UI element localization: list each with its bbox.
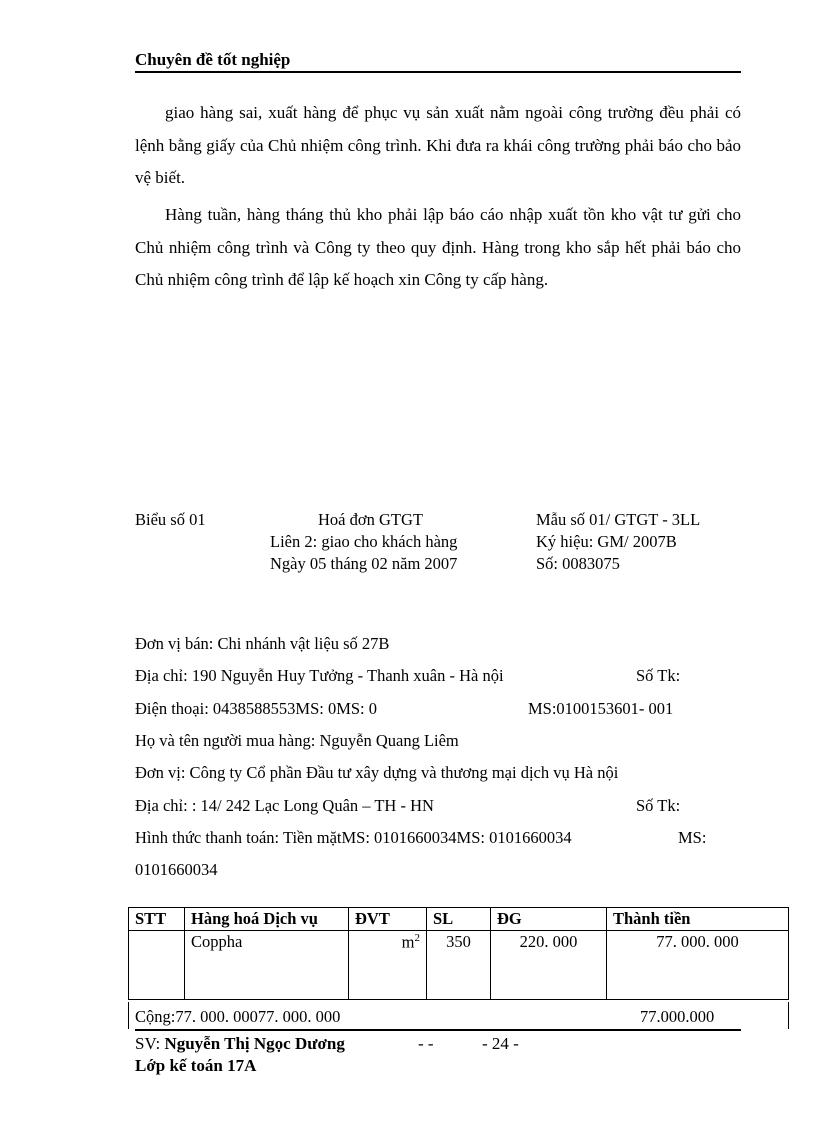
student-name: Nguyễn Thị Ngọc Dương	[164, 1034, 345, 1053]
buyer-unit: Đơn vị: Công ty Cổ phần Đầu tư xây dựng và thương mại dịch vụ Hà nội	[135, 763, 619, 782]
cell-item: Coppha	[185, 931, 349, 1000]
col-header-price: ĐG	[491, 908, 607, 931]
invoice-number: Số: 0083075	[536, 554, 620, 573]
total-label: Cộng:77. 000. 00077. 000. 000	[135, 1007, 341, 1026]
col-header-unit: ĐVT	[349, 908, 427, 931]
class-name: Lớp kế toán 17A	[135, 1056, 257, 1075]
buyer-tax-code: 0101660034	[135, 860, 218, 879]
cell-stt	[129, 931, 185, 1000]
seller-tax-code: MS:0100153601- 001	[528, 699, 674, 718]
invoice-title: Hoá đơn GTGT	[318, 510, 423, 529]
header-divider	[135, 71, 741, 73]
cell-price: 220. 000	[491, 931, 607, 1000]
page-number: - 24 -	[482, 1034, 519, 1053]
unit-superscript: 2	[414, 932, 420, 944]
unit-text: m	[401, 932, 415, 952]
footer-dashes: - -	[418, 1034, 434, 1053]
col-header-item: Hàng hoá Dịch vụ	[185, 908, 349, 931]
cell-amount: 77. 000. 000	[607, 931, 789, 1000]
buyer-name: Họ và tên người mua hàng: Nguyễn Quang Liêm	[135, 731, 459, 750]
page-header-title: Chuyên đề tốt nghiệp	[135, 50, 291, 69]
body-paragraph-2: Hàng tuần, hàng tháng thủ kho phải lập báo cáo nhập xuất tồn kho vật tư gửi cho Chủ nhiệm công trình và Công ty theo quy định. Hàng trong kho sắp hết phải báo cho Chủ nhiệm công trình để lập kế hoạch xin Công ty cấp hàng.	[135, 205, 741, 289]
body-paragraph-1: giao hàng sai, xuất hàng để phục vụ sản xuất nằm ngoài công trường đều phải có lệnh bằng giấy của Chủ nhiệm công trình. Khi đưa ra khái công trường phải báo cho bảo vệ biết.	[135, 103, 741, 187]
buyer-tax-label: MS:	[678, 828, 707, 847]
table-row	[129, 931, 789, 1000]
seller-address: Địa chỉ: 190 Nguyễn Huy Tưởng - Thanh xuân - Hà nội	[135, 666, 504, 685]
student-prefix: SV:	[135, 1034, 165, 1053]
invoice-ref: Biểu số 01	[135, 510, 206, 529]
invoice-copy: Liên 2: giao cho khách hàng	[270, 532, 458, 551]
col-header-amount: Thành tiền	[607, 908, 789, 931]
total-right-border	[788, 1002, 789, 1029]
total-amount: 77.000.000	[640, 1007, 715, 1026]
col-header-qty: SL	[427, 908, 491, 931]
invoice-symbol: Ký hiệu: GM/ 2007B	[536, 532, 677, 551]
cell-qty: 350	[427, 931, 491, 1000]
invoice-table	[128, 907, 789, 1000]
payment-method: Hình thức thanh toán: Tiền mặtMS: 0101660034MS: 0101660034	[135, 828, 572, 847]
seller-phone: Điện thoại: 0438588553MS: 0MS: 0	[135, 699, 378, 718]
total-row	[135, 1007, 741, 1027]
table-header-row	[129, 908, 789, 931]
seller-unit: Đơn vị bán: Chi nhánh vật liệu số 27B	[135, 634, 390, 653]
invoice-form-number: Mẫu số 01/ GTGT - 3LL	[536, 510, 701, 529]
footer-divider	[135, 1029, 741, 1031]
student-line	[135, 1034, 345, 1054]
col-header-stt: STT	[129, 908, 185, 931]
total-left-border	[128, 1002, 129, 1029]
buyer-address: Địa chỉ: : 14/ 242 Lạc Long Quân – TH - HN	[135, 796, 434, 815]
buyer-account-label: Số Tk:	[636, 796, 681, 815]
seller-account-label: Số Tk:	[636, 666, 681, 685]
cell-unit	[349, 931, 427, 1000]
invoice-date: Ngày 05 tháng 02 năm 2007	[270, 554, 458, 573]
